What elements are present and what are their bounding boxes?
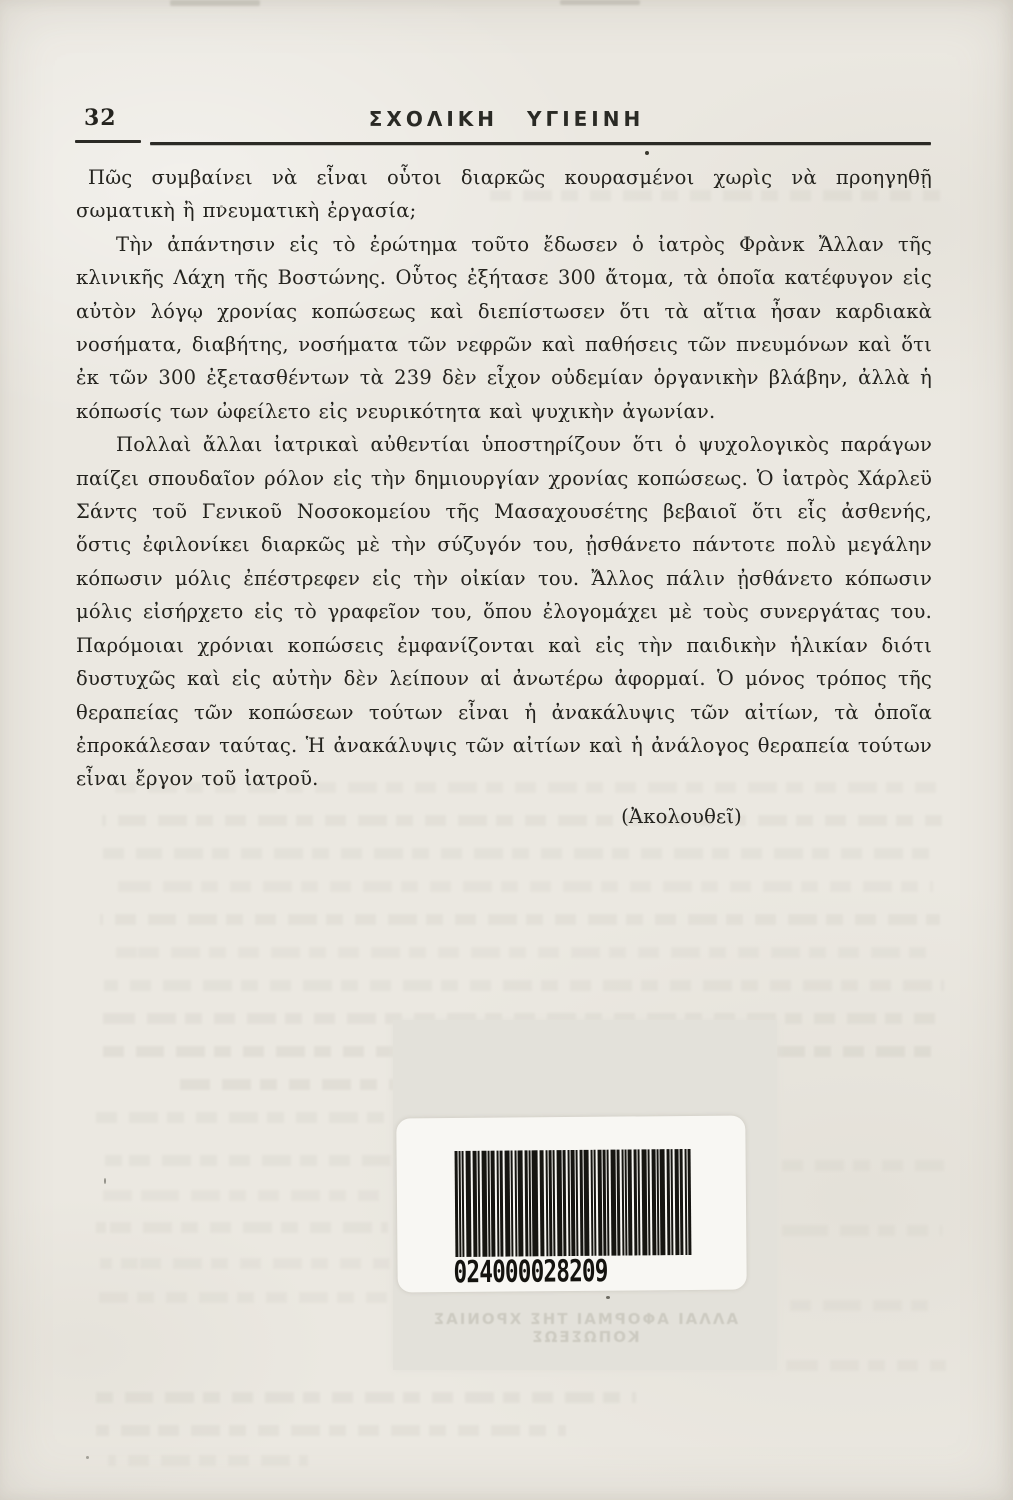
barcode-number: 024000028209	[453, 1252, 608, 1290]
scan-edge-mark	[170, 0, 260, 6]
ghost-mirrored-heading: ΑΛΛΑΙ ΑΦΟΡΜΑΙ ΤΗΣ ΧΡΟΝΙΑΣ ΚΟΠΩΣΕΩΣ	[431, 1310, 739, 1346]
header-rule-left	[75, 140, 141, 143]
ghost-text-line	[790, 1300, 940, 1311]
ghost-text-line	[118, 881, 933, 892]
barcode-sticker	[396, 1115, 747, 1292]
page-title: ΣΧΟΛΙΚΗ ΥΓΙΕΙΝΗ	[368, 107, 645, 131]
ghost-text-line	[96, 1222, 388, 1233]
paragraph: Τὴν ἀπάντησιν εἰς τὸ ἐρώτημα τοῦτο ἔδωσεν ὁ ἰατρὸς Φρὰνκ Ἄλλαν τῆς κλινικῆς Λάχη τῆς Βοστώνης. Οὗτος ἐξήτασε 300 ἄτομα, τὰ ὁποῖα κατέφυγον εἰς αὐτὸν λόγῳ χρονίας κοπώσεως καὶ διεπίστωσεν ὅτι τὰ αἴτια ἦσαν καρδιακὰ νοσήματα, διαβήτης, νοσήματα τῶν νεφρῶν καὶ παθήσεις τῶν πνευμόνων καὶ ὅτι ἐκ τῶν 300 ἐξετασθέντων τὰ 239 δὲν εἶχον οὐδεμίαν ὀργανικὴν βλάβην, ἀλλὰ ἡ κόπωσίς των ὠφείλετο εἰς νευρικότητα καὶ ψυχικὴν ἀγωνίαν.	[76, 232, 932, 423]
page-number: 32	[84, 105, 117, 131]
paragraph: Πολλαὶ ἄλλαι ἰατρικαὶ αὐθεντίαι ὑποστηρίζουν ὅτι ὁ ψυχολογικὸς παράγων παίζει σπουδαῖον ρόλον εἰς τὴν δημιουργίαν χρονίας κοπώσεως. Ὁ ἰατρὸς Χάρλεϋ Σάντς τοῦ Γενικοῦ Νοσοκομείου τῆς Μασαχουσέτης βεβαιοῖ ὅτι εἷς ἀσθενής, ὅστις ἐφιλονίκει διαρκῶς μὲ τὴν σύζυγόν του, ᾐσθάνετο πάντοτε πολὺ μεγάλην κόπωσιν μόλις ἐπέστρεφεν εἰς τὴν οἰκίαν του. Ἄλλος πάλιν ᾐσθάνετο κόπωσιν μόλις εἰσήρχετο εἰς τὸ γραφεῖον του, ὅπου ἐλογομάχει μὲ τοὺς συνεργάτας του. Παρόμοιαι χρόνιαι κοπώσεις ἐμφανίζονται καὶ εἰς τὴν παιδικὴν ἡλικίαν διότι δυστυχῶς καὶ εἰς αὐτὴν δὲν λείπουν αἱ ἀνωτέρω ἀφορμαί. Ὁ μόνος τρόπος τῆς θεραπείας τῶν κοπώσεων τούτων εἶναι ἡ ἀνακάλυψις τῶν αἰτίων, τὰ ὁποῖα ἐπροκάλεσαν ταύτας. Ἡ ἀνακάλυψις τῶν αἰτίων καὶ ἡ ἀνάλογος θεραπεία τούτων εἶναι ἔργον τοῦ ἰατροῦ.	[76, 433, 932, 791]
ghost-text-line	[100, 914, 940, 925]
ink-speck	[86, 1456, 89, 1459]
paragraph: Πῶς συμβαίνει νὰ εἶναι οὗτοι διαρκῶς κουρασμένοι χωρὶς νὰ προηγηθῇ σωματικὴ ἢ πνευματικὴ ἐργασία;	[76, 166, 932, 223]
ghost-text-line	[100, 1258, 390, 1269]
continuation-note: (Ἀκολουθεῖ)	[621, 804, 742, 828]
ink-speck	[606, 1296, 610, 1299]
ink-speck	[645, 151, 649, 155]
header-rule-main	[150, 142, 931, 145]
ghost-text-line	[782, 1160, 947, 1171]
ghost-text-line	[96, 1112, 386, 1123]
ghost-text-line	[96, 1292, 396, 1303]
ghost-text-line	[100, 848, 938, 859]
ghost-text-line	[782, 1225, 942, 1236]
article-body	[76, 161, 932, 833]
scan-edge-mark	[560, 0, 640, 5]
ghost-text-line	[96, 1425, 566, 1436]
page-header	[0, 103, 1013, 137]
ghost-text-line	[100, 1190, 388, 1201]
ghost-text-line	[104, 980, 944, 991]
ghost-text-line	[108, 947, 930, 958]
ghost-text-line	[786, 1360, 946, 1371]
ghost-text-line	[96, 1392, 636, 1403]
ink-speck	[220, 205, 223, 208]
barcode-bars	[455, 1149, 692, 1257]
ghost-text-line	[108, 1455, 308, 1466]
ink-speck	[104, 1178, 106, 1184]
ghost-text-line	[96, 1155, 391, 1166]
